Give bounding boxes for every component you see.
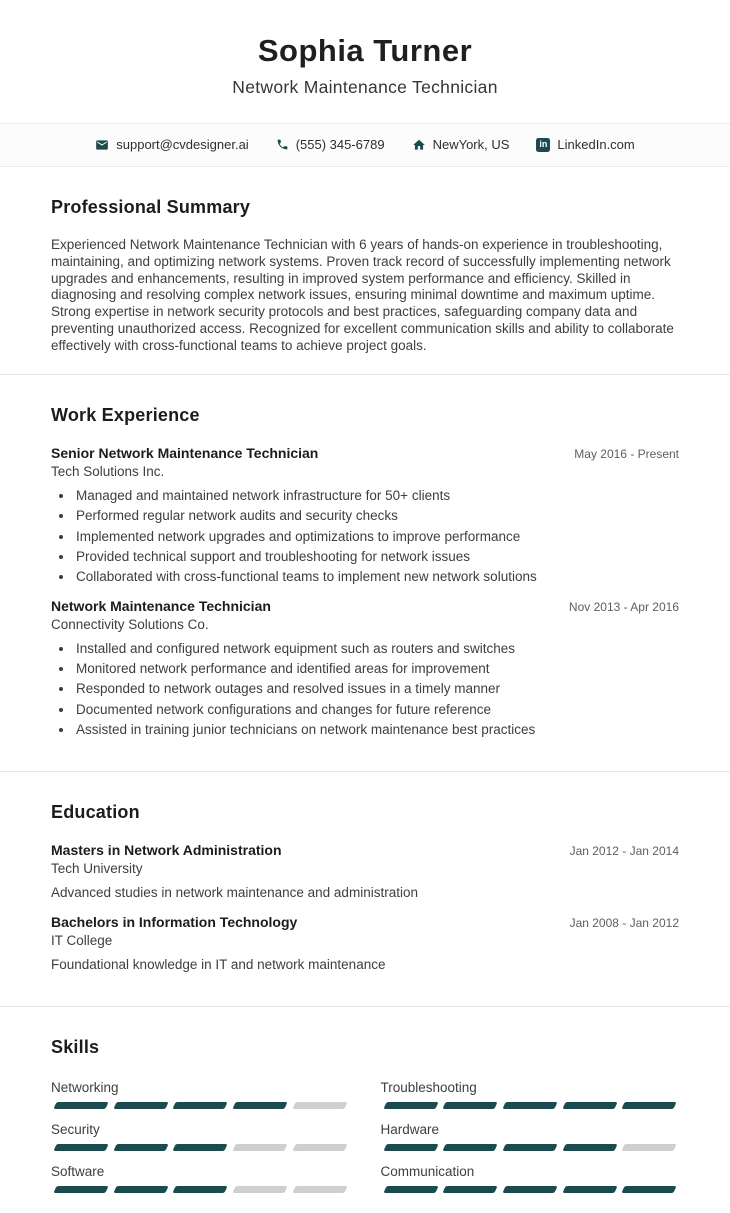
- education-section-title: Education: [51, 801, 140, 822]
- skill-segment-filled: [562, 1144, 617, 1151]
- skill-segment-filled: [562, 1186, 617, 1193]
- degree-title: Bachelors in Information Technology: [51, 913, 298, 930]
- skill-segment-filled: [113, 1186, 168, 1193]
- skills-grid: [51, 1080, 679, 1193]
- job-dates: May 2016 - Present: [574, 447, 679, 462]
- skill-segment-filled: [443, 1102, 498, 1109]
- skill-item: [51, 1080, 350, 1109]
- section-skills: [0, 1006, 730, 1213]
- skill-segment-empty: [232, 1186, 287, 1193]
- skill-level-bar: [381, 1144, 680, 1151]
- skill-segment-filled: [232, 1102, 287, 1109]
- skill-name: Networking: [51, 1079, 119, 1095]
- home-icon: [412, 138, 426, 152]
- education-entry: [51, 914, 679, 972]
- job-bullet: • Provided technical support and troubleshooting for network issues: [74, 549, 679, 566]
- job-bullet: • Documented network configurations and changes for future reference: [74, 702, 679, 719]
- section-education: [0, 771, 730, 1006]
- school-name: Tech University: [51, 860, 143, 876]
- skill-item: [381, 1164, 680, 1193]
- skill-segment-filled: [502, 1186, 557, 1193]
- education-entry-head: [51, 914, 679, 930]
- summary-text: Experienced Network Maintenance Technician with 6 years of hands-on experience in troubleshooting, maintaining, and optimizing network systems. Proven track record of successfully implementing network upgrades and enhancements, resulting in improved system performance and efficiency. Skilled in diagnosing and resolving complex network issues, ensuring minimal downtime and maximum uptime. Strong expertise in network security protocols and best practices, safeguarding company data and preventing unauthorized access. Recognized for excellent communication skills and ability to collaborate effectively with cross-functional teams to achieve project goals.: [51, 237, 674, 353]
- linkedin-icon: in: [536, 138, 550, 152]
- contact-email-text: support@cvdesigner.ai: [116, 137, 249, 153]
- contact-location: [412, 137, 510, 152]
- skill-segment-empty: [292, 1186, 347, 1193]
- skill-item: [381, 1122, 680, 1151]
- skill-level-bar: [51, 1186, 350, 1193]
- experience-entry: [51, 598, 679, 739]
- skill-segment-filled: [443, 1144, 498, 1151]
- skill-segment-filled: [383, 1186, 438, 1193]
- job-dates: Nov 2013 - Apr 2016: [568, 599, 679, 614]
- skill-segment-filled: [622, 1186, 677, 1193]
- job-bullet: • Assisted in training junior technicians on network maintenance best practices: [74, 722, 679, 739]
- skill-name: Hardware: [380, 1121, 440, 1137]
- contact-email[interactable]: [95, 137, 248, 152]
- skill-item: [51, 1164, 350, 1193]
- experience-section-title: Work Experience: [51, 405, 200, 426]
- skill-segment-empty: [292, 1102, 347, 1109]
- job-bullet: • Managed and maintained network infrastructure for 50+ clients: [74, 488, 679, 505]
- job-bullet: • Implemented network upgrades and optimizations to improve performance: [74, 529, 679, 546]
- contact-bar: [0, 123, 730, 167]
- skill-segment-filled: [173, 1102, 228, 1109]
- contact-phone[interactable]: [276, 137, 385, 152]
- education-entry: [51, 842, 679, 900]
- skill-item: [51, 1122, 350, 1151]
- job-bullet-list: [51, 641, 679, 739]
- job-bullet: • Installed and configured network equipment such as routers and switches: [74, 641, 679, 658]
- skill-segment-filled: [502, 1102, 557, 1109]
- skill-level-bar: [381, 1102, 680, 1109]
- job-title: Network Maintenance Technician: [51, 597, 271, 614]
- skill-segment-empty: [622, 1144, 677, 1151]
- skill-name: Troubleshooting: [380, 1079, 477, 1095]
- skill-name: Software: [51, 1163, 105, 1179]
- email-icon: [95, 138, 109, 152]
- job-bullet: • Collaborated with cross-functional teams to implement new network solutions: [74, 569, 679, 586]
- job-bullet: • Monitored network performance and identified areas for improvement: [74, 661, 679, 678]
- education-entry-head: [51, 842, 679, 858]
- education-dates: Jan 2012 - Jan 2014: [569, 843, 679, 858]
- skill-segment-filled: [383, 1102, 438, 1109]
- skill-segment-filled: [383, 1144, 438, 1151]
- section-professional-summary: [0, 167, 730, 374]
- skill-segment-filled: [113, 1102, 168, 1109]
- skill-segment-filled: [622, 1102, 677, 1109]
- experience-entry: [51, 445, 679, 586]
- skill-segment-filled: [53, 1144, 108, 1151]
- education-description: Advanced studies in network maintenance and administration: [51, 884, 418, 900]
- job-bullet: • Responded to network outages and resolved issues in a timely manner: [74, 681, 679, 698]
- contact-phone-text: (555) 345-6789: [295, 137, 385, 153]
- skill-segment-filled: [53, 1102, 108, 1109]
- skill-name: Communication: [380, 1163, 475, 1179]
- education-dates: Jan 2008 - Jan 2012: [569, 915, 679, 930]
- skill-segment-filled: [502, 1144, 557, 1151]
- contact-location-text: NewYork, US: [432, 137, 510, 153]
- phone-icon: [276, 138, 289, 151]
- job-company: Tech Solutions Inc.: [51, 464, 165, 480]
- skill-name: Security: [51, 1121, 100, 1137]
- degree-title: Masters in Network Administration: [51, 841, 282, 858]
- education-description: Foundational knowledge in IT and network maintenance: [51, 956, 386, 972]
- skill-item: [381, 1080, 680, 1109]
- skill-segment-empty: [232, 1144, 287, 1151]
- resume-header: [0, 0, 730, 98]
- skill-segment-empty: [292, 1144, 347, 1151]
- experience-entry-head: [51, 445, 679, 461]
- candidate-name: Sophia Turner: [257, 33, 473, 68]
- skills-section-title: Skills: [51, 1036, 100, 1057]
- summary-section-title: Professional Summary: [51, 197, 251, 218]
- school-name: IT College: [51, 932, 113, 948]
- skill-level-bar: [51, 1102, 350, 1109]
- skill-segment-filled: [173, 1144, 228, 1151]
- skill-segment-filled: [443, 1186, 498, 1193]
- contact-linkedin-text: LinkedIn.com: [557, 137, 635, 153]
- experience-entry-head: [51, 598, 679, 614]
- contact-linkedin[interactable]: [536, 137, 634, 152]
- skill-segment-filled: [113, 1144, 168, 1151]
- skill-segment-filled: [562, 1102, 617, 1109]
- skill-segment-filled: [173, 1186, 228, 1193]
- job-company: Connectivity Solutions Co.: [51, 616, 209, 632]
- job-bullet: • Performed regular network audits and security checks: [74, 508, 679, 525]
- job-title: Senior Network Maintenance Technician: [51, 445, 319, 462]
- candidate-title: Network Maintenance Technician: [232, 77, 498, 98]
- skill-segment-filled: [53, 1186, 108, 1193]
- skill-level-bar: [381, 1186, 680, 1193]
- section-work-experience: [0, 374, 730, 770]
- job-bullet-list: [51, 488, 679, 586]
- skill-level-bar: [51, 1144, 350, 1151]
